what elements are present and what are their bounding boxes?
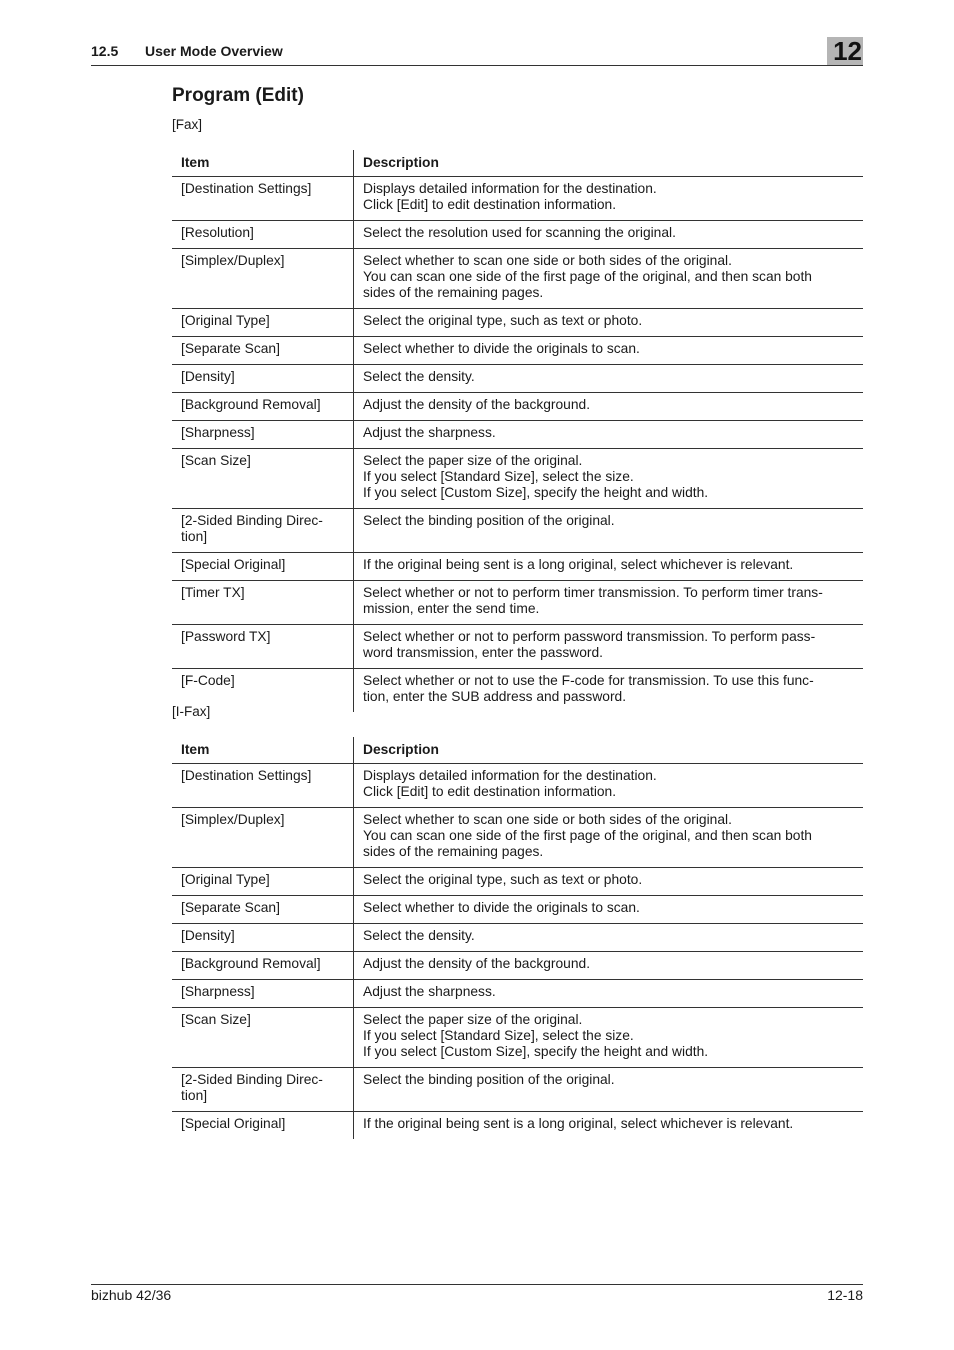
- item-text: [F-Code]: [181, 673, 235, 688]
- item-cell: [172, 808, 354, 868]
- description-text: Select the paper size of the original.: [363, 1012, 583, 1027]
- description-text: Select the binding position of the original.: [363, 1072, 615, 1087]
- table-row: [172, 449, 863, 509]
- table-row: [172, 249, 863, 309]
- table-row: [172, 669, 863, 713]
- description-text: You can scan one side of the first page of the original, and then scan both: [363, 828, 812, 843]
- description-text: Select the paper size of the original.: [363, 453, 583, 468]
- description-text: Click [Edit] to edit destination information.: [363, 197, 617, 212]
- description-cell: [354, 177, 864, 221]
- description-text: Select whether to scan one side or both sides of the original.: [363, 253, 732, 268]
- description-cell: [354, 509, 864, 553]
- fax-settings-table: [172, 150, 863, 712]
- description-cell: [354, 581, 864, 625]
- table-row: [172, 980, 863, 1008]
- item-cell: [172, 896, 354, 924]
- item-text: [2-Sided Binding Direc-: [181, 1072, 323, 1087]
- item-cell: [172, 449, 354, 509]
- description-cell: [354, 553, 864, 581]
- ifax-table-caption: [I-Fax]: [172, 704, 211, 719]
- description-text: Displays detailed information for the destination.: [363, 768, 657, 783]
- table-row: [172, 952, 863, 980]
- item-cell: [172, 868, 354, 896]
- description-cell: [354, 669, 864, 713]
- table-row: [172, 581, 863, 625]
- table-header-row: [172, 150, 863, 177]
- item-text: [Scan Size]: [181, 1012, 251, 1027]
- description-cell: [354, 449, 864, 509]
- description-cell: [354, 924, 864, 952]
- description-text: If the original being sent is a long original, select whichever is relevant.: [363, 557, 794, 572]
- item-text: [Resolution]: [181, 225, 254, 240]
- item-cell: [172, 1112, 354, 1140]
- item-cell: [172, 952, 354, 980]
- table-row: [172, 1112, 863, 1140]
- item-text: [Special Original]: [181, 1116, 286, 1131]
- description-text: If you select [Standard Size], select the size.: [363, 1028, 634, 1043]
- item-cell: [172, 553, 354, 581]
- description-cell: [354, 1008, 864, 1068]
- column-header-item: Item: [172, 737, 354, 764]
- item-cell: [172, 1068, 354, 1112]
- column-header-item: Item: [172, 150, 354, 177]
- item-cell: [172, 249, 354, 309]
- description-cell: [354, 868, 864, 896]
- description-cell: [354, 365, 864, 393]
- table-row: [172, 764, 863, 808]
- item-cell: [172, 625, 354, 669]
- chapter-badge: 12: [827, 37, 863, 65]
- description-cell: [354, 808, 864, 868]
- description-cell: [354, 896, 864, 924]
- description-text: Adjust the sharpness.: [363, 425, 496, 440]
- description-text: Select whether to divide the originals to scan.: [363, 341, 640, 356]
- item-text: [Scan Size]: [181, 453, 251, 468]
- item-cell: [172, 309, 354, 337]
- item-cell: [172, 764, 354, 808]
- item-cell: [172, 581, 354, 625]
- description-text: If you select [Standard Size], select the size.: [363, 469, 634, 484]
- table-row: [172, 309, 863, 337]
- description-cell: [354, 249, 864, 309]
- description-cell: [354, 309, 864, 337]
- table-row: [172, 808, 863, 868]
- item-text: [Original Type]: [181, 872, 270, 887]
- item-text: [Sharpness]: [181, 425, 255, 440]
- description-cell: [354, 393, 864, 421]
- description-text: Adjust the density of the background.: [363, 956, 591, 971]
- item-cell: [172, 393, 354, 421]
- description-text: Select the density.: [363, 369, 475, 384]
- table-row: [172, 509, 863, 553]
- description-text: Select the original type, such as text or photo.: [363, 872, 643, 887]
- description-text: Select whether or not to perform password transmission. To perform pass-: [363, 629, 816, 644]
- item-cell: [172, 177, 354, 221]
- item-text: [Background Removal]: [181, 397, 321, 412]
- item-text: [Density]: [181, 369, 235, 384]
- description-text: mission, enter the send time.: [363, 601, 540, 616]
- description-text: Select whether or not to use the F-code for transmission. To use this func-: [363, 673, 814, 688]
- item-cell: [172, 924, 354, 952]
- description-cell: [354, 952, 864, 980]
- description-text: Select the binding position of the original.: [363, 513, 615, 528]
- item-text: [Simplex/Duplex]: [181, 253, 285, 268]
- item-text: [Original Type]: [181, 313, 270, 328]
- item-cell: [172, 221, 354, 249]
- column-header-description: Description: [354, 737, 864, 764]
- description-text: If you select [Custom Size], specify the height and width.: [363, 1044, 709, 1059]
- item-text: tion]: [181, 529, 208, 544]
- description-text: Displays detailed information for the destination.: [363, 181, 657, 196]
- description-cell: [354, 1112, 864, 1140]
- description-text: Select whether to divide the originals to scan.: [363, 900, 640, 915]
- table-row: [172, 1068, 863, 1112]
- item-cell: [172, 1008, 354, 1068]
- description-text: Adjust the sharpness.: [363, 984, 496, 999]
- description-text: word transmission, enter the password.: [363, 645, 604, 660]
- description-text: tion, enter the SUB address and password.: [363, 689, 627, 704]
- table-row: [172, 896, 863, 924]
- item-cell: [172, 421, 354, 449]
- item-cell: [172, 509, 354, 553]
- description-text: Click [Edit] to edit destination information.: [363, 784, 617, 799]
- fax-table-caption: [Fax]: [172, 117, 203, 132]
- description-text: Adjust the density of the background.: [363, 397, 591, 412]
- description-text: sides of the remaining pages.: [363, 285, 544, 300]
- description-text: You can scan one side of the first page of the original, and then scan both: [363, 269, 812, 284]
- item-text: [Sharpness]: [181, 984, 255, 999]
- item-text: [Password TX]: [181, 629, 271, 644]
- description-text: Select the original type, such as text or photo.: [363, 313, 643, 328]
- table-row: [172, 625, 863, 669]
- section-number: 12.5: [91, 43, 119, 59]
- table-row: [172, 421, 863, 449]
- item-cell: [172, 980, 354, 1008]
- table-row: [172, 1008, 863, 1068]
- description-cell: [354, 1068, 864, 1112]
- table-row: [172, 365, 863, 393]
- description-text: Select whether to scan one side or both sides of the original.: [363, 812, 732, 827]
- description-cell: [354, 337, 864, 365]
- item-text: [Background Removal]: [181, 956, 321, 971]
- section-title: User Mode Overview: [145, 43, 283, 59]
- item-text: [Destination Settings]: [181, 181, 312, 196]
- description-cell: [354, 221, 864, 249]
- description-text: If you select [Custom Size], specify the height and width.: [363, 485, 709, 500]
- item-text: [Density]: [181, 928, 235, 943]
- table-row: [172, 924, 863, 952]
- table-row: [172, 868, 863, 896]
- item-text: tion]: [181, 1088, 208, 1103]
- item-cell: [172, 365, 354, 393]
- item-text: [Simplex/Duplex]: [181, 812, 285, 827]
- item-text: [Timer TX]: [181, 585, 245, 600]
- description-text: Select whether or not to perform timer transmission. To perform timer trans-: [363, 585, 823, 600]
- footer-page-number: 12-18: [827, 1287, 863, 1303]
- table-row: [172, 221, 863, 249]
- item-text: [Special Original]: [181, 557, 286, 572]
- table-row: [172, 393, 863, 421]
- ifax-settings-table: [172, 737, 863, 1139]
- table-row: [172, 553, 863, 581]
- page-header: [91, 36, 863, 66]
- table-row: [172, 177, 863, 221]
- table-header-row: [172, 737, 863, 764]
- page-title: Program (Edit): [172, 85, 304, 106]
- description-cell: [354, 980, 864, 1008]
- item-text: [Destination Settings]: [181, 768, 312, 783]
- page-footer: [91, 1284, 863, 1303]
- description-text: Select the density.: [363, 928, 475, 943]
- item-text: [Separate Scan]: [181, 900, 280, 915]
- item-text: [2-Sided Binding Direc-: [181, 513, 323, 528]
- item-text: [Separate Scan]: [181, 341, 280, 356]
- description-text: sides of the remaining pages.: [363, 844, 544, 859]
- description-cell: [354, 764, 864, 808]
- description-text: Select the resolution used for scanning the original.: [363, 225, 676, 240]
- description-cell: [354, 625, 864, 669]
- description-text: If the original being sent is a long original, select whichever is relevant.: [363, 1116, 794, 1131]
- footer-product-name: bizhub 42/36: [91, 1287, 172, 1303]
- item-cell: [172, 337, 354, 365]
- description-cell: [354, 421, 864, 449]
- table-row: [172, 337, 863, 365]
- column-header-description: Description: [354, 150, 864, 177]
